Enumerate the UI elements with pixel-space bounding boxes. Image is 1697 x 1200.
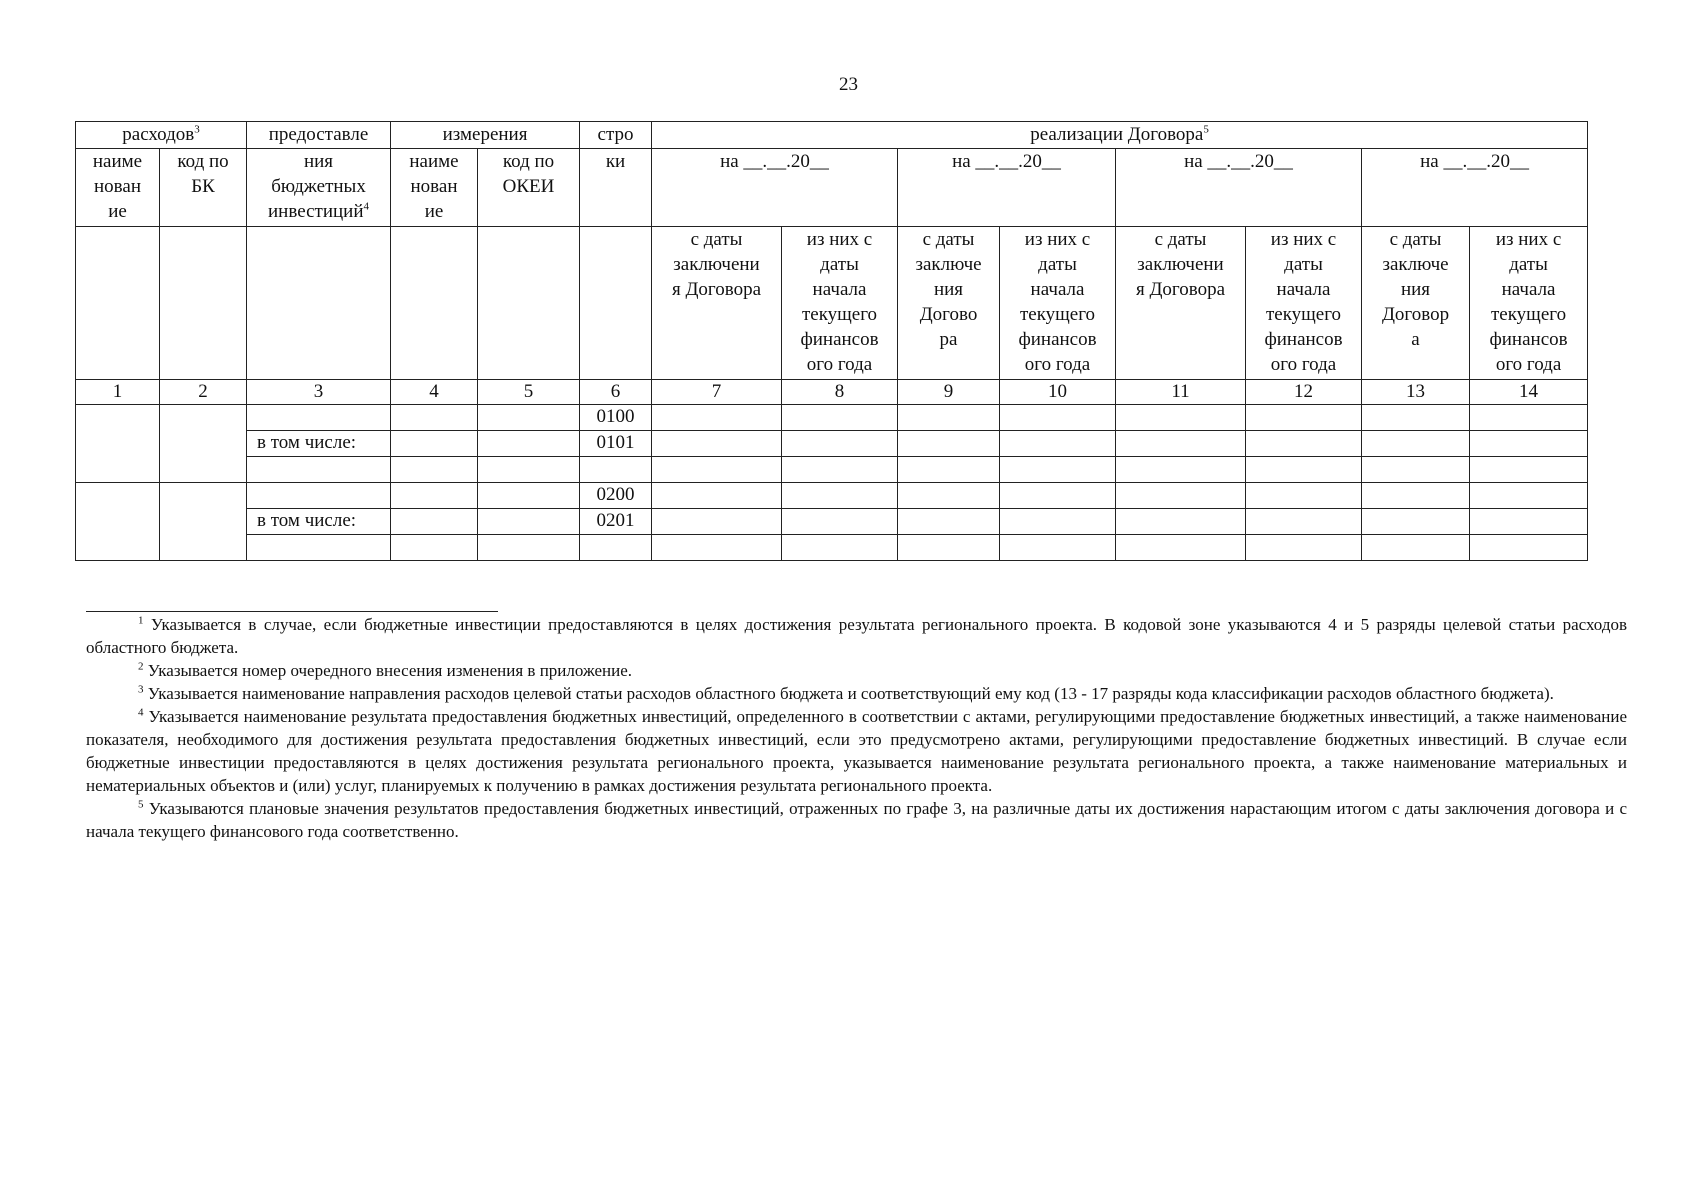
footnote-1: $^1$ Указывается в случае, если бюджетные инвестиции предоставляются в целях достижения результата регионального проекта. В кодовой зоне указываются 4 и 5 разряды целевой статьи расходов областного бюджета. [86, 614, 1627, 657]
table-row [76, 483, 1588, 509]
result-cell [247, 483, 391, 509]
row-code-cell [580, 457, 652, 483]
bk-code-cell [160, 483, 247, 561]
result-cell [247, 535, 391, 561]
header-from-year-start-3: из них с даты начала текущего финансов ого года [1246, 227, 1362, 380]
row-code-cell: 0201 [580, 509, 652, 535]
table-row [76, 509, 1588, 535]
header-provision: предоставле [247, 122, 391, 149]
footnote-separator [86, 611, 498, 612]
column-number: 9 [898, 380, 1000, 405]
header-from-year-start-4: из них с даты начала текущего финансов ого года [1470, 227, 1588, 380]
column-numbers-row [76, 380, 1588, 405]
row-code-cell: 0200 [580, 483, 652, 509]
header-bk-code: код по БК [160, 149, 247, 227]
footnote-2: $^2$ Указывается номер очередного внесения изменения в приложение. [138, 660, 633, 680]
column-number: 5 [478, 380, 580, 405]
column-number: 12 [1246, 380, 1362, 405]
row-code-cell: 0101 [580, 431, 652, 457]
expense-name-cell [76, 483, 160, 561]
header-budget-investments: ния бюджетных инвестиций$^4$ [247, 149, 391, 227]
header-from-year-start-1: из них с даты начала текущего финансов ого года [782, 227, 898, 380]
header-from-contract-date-2: с даты заключе ния Догово ра [898, 227, 1000, 380]
footnote-5: $^5$ Указываются плановые значения результатов предоставления бюджетных инвестиций, отраженных по графе 3, на различные даты их достижения нарастающим итогом с даты заключения договора и с начала текущего финансового года соответственно. [86, 798, 1627, 841]
column-number: 2 [160, 380, 247, 405]
header-okei-code: код по ОКЕИ [478, 149, 580, 227]
result-cell: в том числе: [247, 509, 391, 535]
header-row-1 [76, 122, 1588, 149]
header-contract-implementation: реализации Договора$^5$ [652, 122, 1588, 149]
header-row-code: стро [580, 122, 652, 149]
header-date-group-4: на __.__.20__ [1362, 149, 1588, 227]
column-number: 6 [580, 380, 652, 405]
expense-name-cell [76, 405, 160, 483]
header-expenses: расходов$^3$ [76, 122, 247, 149]
investment-results-table [75, 121, 1588, 561]
row-code-cell: 0100 [580, 405, 652, 431]
column-number: 1 [76, 380, 160, 405]
column-number: 4 [391, 380, 478, 405]
page-number: 23 [839, 74, 858, 95]
table-row [76, 457, 1588, 483]
result-cell: в том числе: [247, 431, 391, 457]
result-cell [247, 457, 391, 483]
header-date-group-2: на __.__.20__ [898, 149, 1116, 227]
column-number: 3 [247, 380, 391, 405]
footnotes [86, 611, 1627, 843]
header-row-code-cont: ки [580, 149, 652, 227]
header-measurement: измерения [391, 122, 580, 149]
column-number: 11 [1116, 380, 1246, 405]
column-number: 14 [1470, 380, 1588, 405]
header-date-group-1: на __.__.20__ [652, 149, 898, 227]
row-code-cell [580, 535, 652, 561]
header-from-year-start-2: из них с даты начала текущего финансов ого года [1000, 227, 1116, 380]
header-from-contract-date-1: с даты заключени я Договора [652, 227, 782, 380]
result-cell [247, 405, 391, 431]
table-row [76, 431, 1588, 457]
header-expense-name: наиме нован ие [76, 149, 160, 227]
footnote-3: $^3$ Указывается наименование направления расходов целевой статьи расходов областного бюджета и соответствующий ему код (13 - 17 разряды кода классификации расходов областного бюджета). [138, 683, 1554, 703]
header-row-2 [76, 149, 1588, 227]
column-number: 13 [1362, 380, 1470, 405]
column-number: 8 [782, 380, 898, 405]
table-row [76, 535, 1588, 561]
header-row-3 [76, 227, 1588, 380]
header-date-group-3: на __.__.20__ [1116, 149, 1362, 227]
table-row [76, 405, 1588, 431]
header-from-contract-date-4: с даты заключе ния Договор а [1362, 227, 1470, 380]
footnote-4: $^4$ Указывается наименование результата предоставления бюджетных инвестиций, определенного в соответствии с актами, регулирующими предоставление бюджетных инвестиций, а также наименование показателя, необходимого для достижения результата предоставления бюджетных инвестиций, если это предусмотрено актами, регулирующими предоставление бюджетных инвестиций. В случае если бюджетные инвестиции предоставляются в целях достижения результата регионального проекта, указывается наименование результата регионального проекта, а также наименование материальных и нематериальных объектов и (или) услуг, планируемых к получению в рамках достижения результата регионального проекта. [86, 706, 1628, 795]
header-unit-name: наиме нован ие [391, 149, 478, 227]
column-number: 10 [1000, 380, 1116, 405]
bk-code-cell [160, 405, 247, 483]
column-number: 7 [652, 380, 782, 405]
header-from-contract-date-3: с даты заключени я Договора [1116, 227, 1246, 380]
